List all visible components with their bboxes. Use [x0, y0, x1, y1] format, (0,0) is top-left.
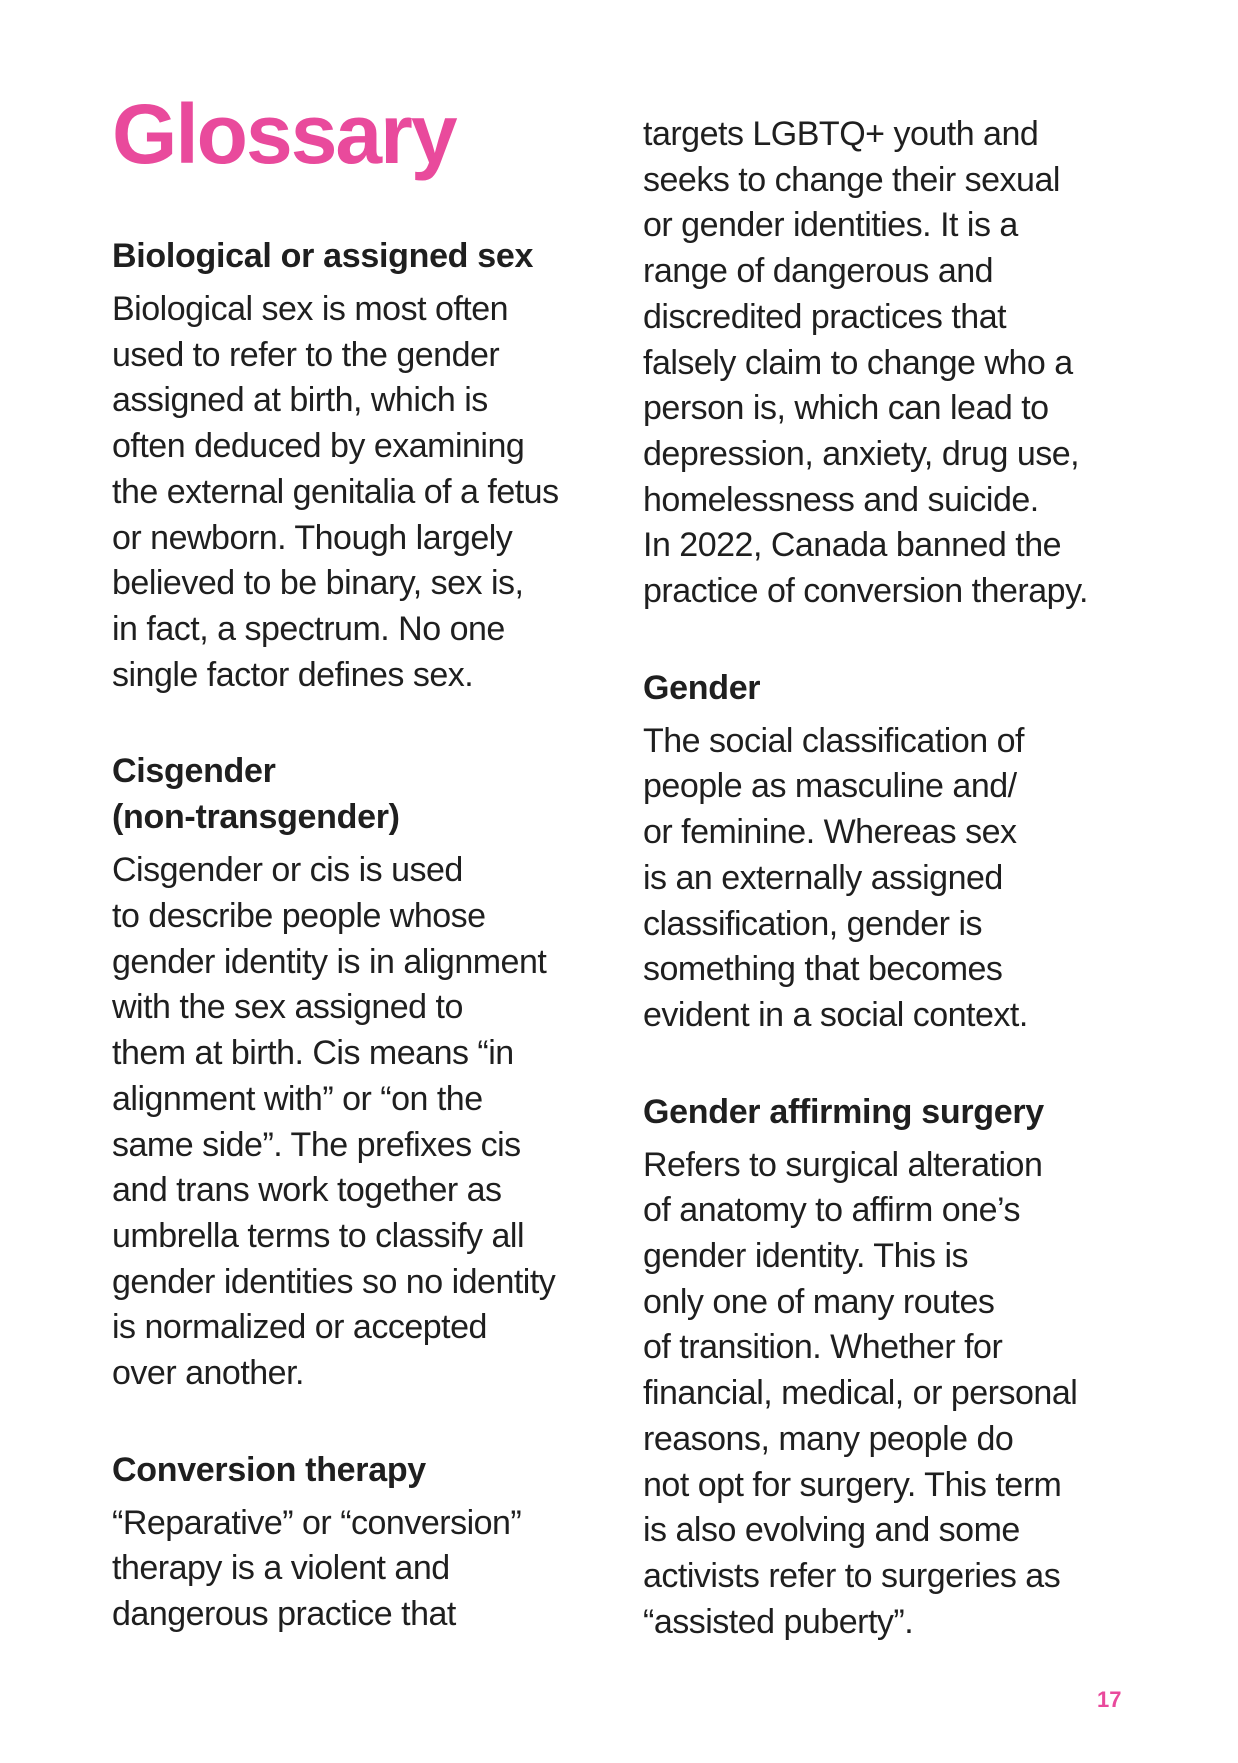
definition-line: evident in a social context.: [643, 995, 1028, 1034]
definition-line: is an externally assigned: [643, 858, 1003, 897]
glossary-term: [643, 1089, 1143, 1135]
right-column: [643, 112, 1143, 1695]
definition-line: Biological sex is most often: [112, 290, 509, 328]
glossary-definition: [643, 1143, 1143, 1646]
term-line: Conversion therapy: [112, 1450, 426, 1489]
definition-line: or gender identities. It is a: [643, 206, 1018, 245]
term-line: (non-transgender): [112, 798, 400, 837]
glossary-entry-gender-affirming-surgery: [643, 1089, 1143, 1646]
definition-line: is also evolving and some: [643, 1511, 1020, 1550]
definition-line: gender identity is in alignment: [112, 942, 547, 981]
glossary-definition: [643, 112, 1143, 615]
glossary-definition: [643, 719, 1143, 1039]
definition-line: In 2022, Canada banned the: [643, 526, 1062, 565]
glossary-definition-continuation: [643, 112, 1143, 615]
definition-line: gender identity. This is: [643, 1237, 969, 1276]
glossary-entry-biological-sex: [112, 233, 612, 698]
definition-line: targets LGBTQ+ youth and: [643, 115, 1039, 153]
definition-line: to describe people whose: [112, 897, 486, 936]
term-line: Cisgender: [112, 752, 276, 791]
definition-line: believed to be binary, sex is,: [112, 564, 524, 603]
definition-line: dangerous practice that: [112, 1595, 456, 1634]
definition-line: of anatomy to affirm one’s: [643, 1191, 1020, 1230]
glossary-term: [112, 233, 612, 279]
glossary-definition: [112, 1501, 612, 1638]
definition-line: something that becomes: [643, 950, 1003, 989]
term-line: Biological or assigned sex: [112, 237, 534, 275]
definition-line: in fact, a spectrum. No one: [112, 609, 505, 648]
definition-line: practice of conversion therapy.: [643, 572, 1088, 611]
page-title: Glossary: [112, 87, 456, 181]
definition-line: them at birth. Cis means “in: [112, 1034, 514, 1073]
glossary-definition: [112, 848, 612, 1396]
term-line: Gender: [643, 668, 761, 707]
definition-line: range of dangerous and: [643, 252, 994, 291]
definition-line: over another.: [112, 1354, 304, 1393]
definition-line: classification, gender is: [643, 904, 983, 943]
definition-line: assigned at birth, which is: [112, 381, 488, 420]
definition-line: Cisgender or cis is used: [112, 851, 463, 890]
definition-line: depression, anxiety, drug use,: [643, 434, 1080, 473]
definition-line: is normalized or accepted: [112, 1308, 487, 1347]
definition-line: or newborn. Though largely: [112, 518, 513, 557]
definition-line: same side”. The prefixes cis: [112, 1125, 521, 1164]
definition-line: homelessness and suicide.: [643, 480, 1039, 519]
definition-line: gender identities so no identity: [112, 1262, 556, 1301]
definition-line: not opt for surgery. This term: [643, 1465, 1062, 1504]
definition-line: “Reparative” or “conversion”: [112, 1503, 522, 1542]
definition-line: falsely claim to change who a: [643, 343, 1073, 382]
glossary-definition: [112, 287, 612, 698]
definition-line: used to refer to the gender: [112, 335, 500, 374]
definition-line: and trans work together as: [112, 1171, 502, 1210]
glossary-term: [643, 665, 1143, 711]
definition-line: umbrella terms to classify all: [112, 1216, 525, 1255]
definition-line: only one of many routes: [643, 1282, 995, 1321]
glossary-term: [112, 1447, 612, 1493]
definition-line: The social classification of: [643, 721, 1024, 760]
page-number: 17: [1097, 1687, 1122, 1712]
definition-line: reasons, many people do: [643, 1419, 1014, 1458]
definition-line: of transition. Whether for: [643, 1328, 1003, 1367]
definition-line: often deduced by examining: [112, 427, 525, 466]
definition-line: the external genitalia of a fetus: [112, 472, 559, 511]
glossary-entry-conversion-therapy: [112, 1447, 612, 1638]
definition-line: activists refer to surgeries as: [643, 1556, 1061, 1595]
glossary-entry-cisgender: [112, 748, 612, 1396]
glossary-term: [112, 748, 612, 840]
definition-line: with the sex assigned to: [112, 988, 463, 1027]
definition-line: single factor defines sex.: [112, 655, 474, 694]
definition-line: alignment with” or “on the: [112, 1079, 483, 1118]
definition-line: discredited practices that: [643, 297, 1007, 336]
definition-line: financial, medical, or personal: [643, 1374, 1078, 1413]
definition-line: or feminine. Whereas sex: [643, 813, 1017, 852]
term-line: Gender affirming surgery: [643, 1092, 1044, 1131]
definition-line: seeks to change their sexual: [643, 160, 1060, 199]
definition-line: person is, which can lead to: [643, 389, 1049, 428]
definition-line: therapy is a violent and: [112, 1549, 450, 1588]
definition-line: people as masculine and/: [643, 767, 1017, 806]
definition-line: “assisted puberty”.: [643, 1602, 914, 1641]
left-column: [112, 233, 612, 1688]
definition-line: Refers to surgical alteration: [643, 1145, 1043, 1184]
glossary-entry-gender: [643, 665, 1143, 1039]
